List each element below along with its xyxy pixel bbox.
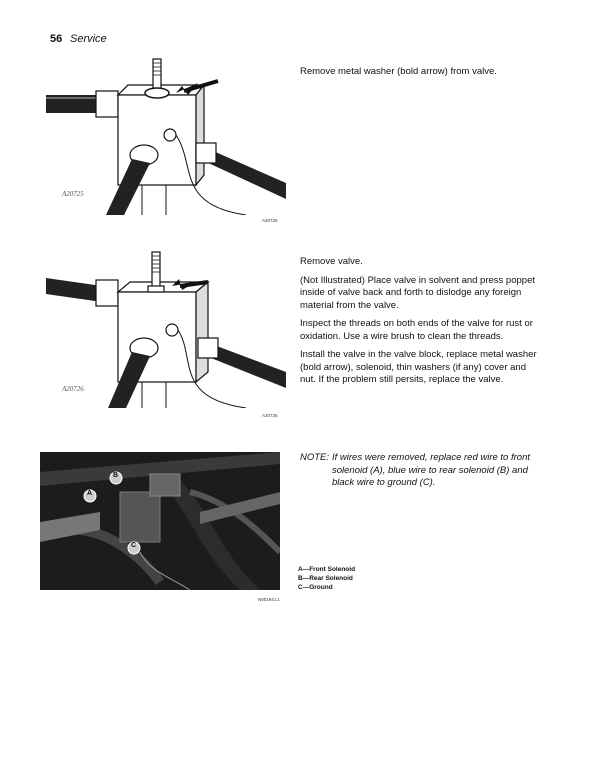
photo-drawing [40,452,280,590]
figure-id: N80194J.1 [258,597,280,602]
paragraph: Install the valve in the valve block, replace metal washer (bold arrow), solenoid, thin washers (if any) cover and nut. If the problem still persits, replace the valve. [300,349,537,385]
figure-valve-removal [46,248,286,408]
legend-item: A—Front Solenoid [298,566,356,573]
section-title: Service [70,33,107,45]
figure-id: A20725 [262,218,278,223]
figure-label: A20725 [62,190,84,198]
callout-a: A [87,490,93,497]
legend-item: B—Rear Solenoid [298,575,353,582]
figure-label: A20726 [62,385,84,393]
callout-b: B [113,472,119,479]
valve-illustration-2 [46,248,286,408]
solenoid-photo [40,452,280,590]
note-text: If wires were removed, replace red wire to front solenoid (A), blue wire to rear solenoid (B) and black wire to ground (C). [332,452,530,488]
figure-id: A20726 [262,413,278,418]
step-remove-valve [300,256,538,393]
paragraph: Inspect the threads on both ends of the valve for rust or oxidation. Use a wire brush to clean the threads. [300,318,533,342]
paragraph: (Not Illustrated) Place valve in solvent and press poppet inside of valve back and forth to dislodge any foreign material from the valve. [300,274,535,311]
page-number: 56 [50,33,63,45]
paragraph: Remove valve. [300,256,363,267]
callout-c: C [131,542,137,549]
legend-item: C—Ground [298,584,333,591]
photo-legend [298,565,448,592]
note-prefix: NOTE: [300,452,330,463]
step-remove-washer: Remove metal washer (bold arrow) from valve. [300,66,497,77]
